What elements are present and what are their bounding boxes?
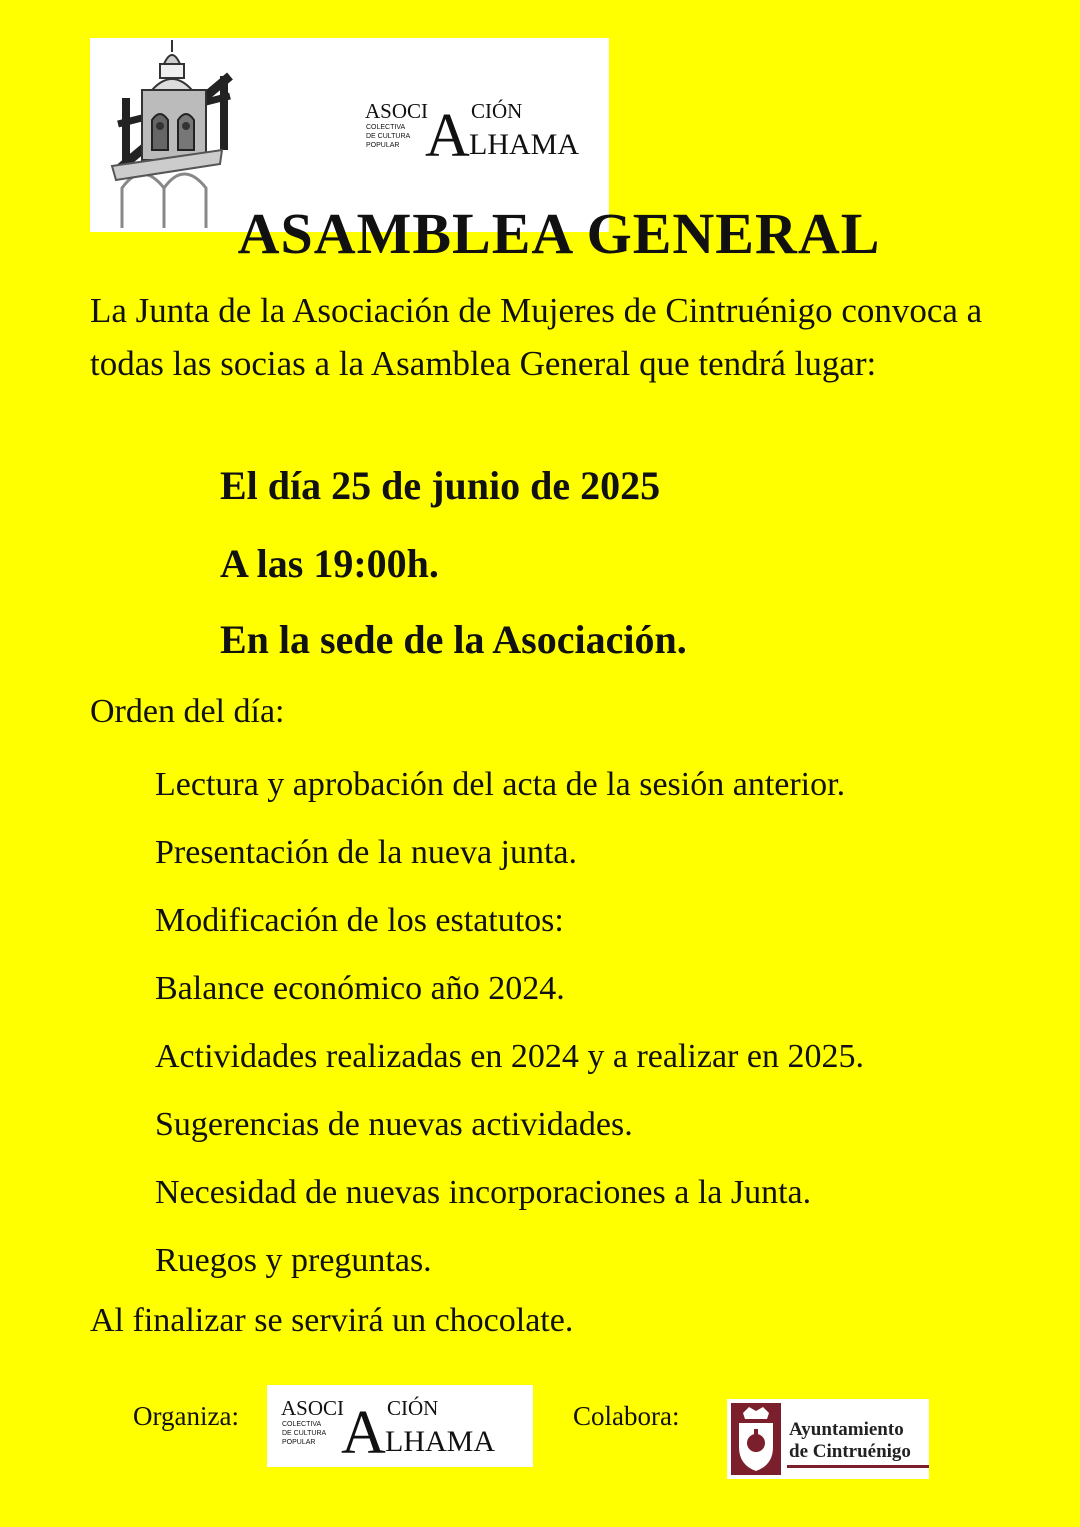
logo-asoci-text: ASOCI — [365, 99, 429, 123]
logo-big-a: A — [425, 102, 470, 162]
agenda-item: Sugerencias de nuevas actividades. — [155, 1106, 633, 1143]
logo-sub-3: POPULAR — [282, 1439, 316, 1446]
logo-cion-text: CIÓN — [471, 99, 523, 123]
intro-paragraph: La Junta de la Asociación de Mujeres de Cintruénigo convoca a todas las socias a la Asamblea General que tendrá lugar: — [90, 291, 983, 383]
logo-sub-3: POPULAR — [366, 142, 400, 149]
logo-sub-2: DE CULTURA — [366, 133, 411, 140]
coat-of-arms-icon — [731, 1403, 781, 1475]
agenda-item: Necesidad de nuevas incorporaciones a la Junta. — [155, 1174, 812, 1211]
agenda-heading: Orden del día: — [90, 693, 285, 730]
agenda-item: Modificación de los estatutos: — [155, 902, 564, 939]
agenda-item: Presentación de la nueva junta. — [155, 834, 578, 871]
meeting-time: A las 19:00h. — [220, 541, 439, 586]
agenda-list — [155, 760, 864, 1304]
logo-asoci-text: ASOCI — [281, 1396, 345, 1420]
meeting-date: El día 25 de junio de 2025 — [220, 463, 661, 508]
ayuntamiento-line-2: de Cintruénigo — [789, 1441, 911, 1462]
ayuntamiento-underline — [787, 1465, 929, 1468]
logo-sub-1: COLECTIVA — [366, 124, 406, 131]
agenda-item: Actividades realizadas en 2024 y a realizar en 2025. — [155, 1038, 864, 1075]
organizer-alhama-logo — [279, 1393, 523, 1459]
ayuntamiento-logo-box — [727, 1399, 929, 1479]
meeting-place: En la sede de la Asociación. — [220, 617, 687, 662]
agenda-item: Ruegos y preguntas. — [155, 1242, 432, 1279]
logo-cion-text: CIÓN — [387, 1396, 439, 1420]
logo-big-a: A — [341, 1399, 386, 1459]
page-title: ASAMBLEA GENERAL — [237, 201, 881, 266]
logo-sub-2: DE CULTURA — [282, 1430, 327, 1437]
asociacion-alhama-logo — [365, 96, 605, 162]
agenda-item: Balance económico año 2024. — [155, 970, 565, 1007]
logo-sub-1: COLECTIVA — [282, 1421, 322, 1428]
logo-lhama-text: LHAMA — [385, 1425, 495, 1458]
colabora-label: Colabora: — [573, 1401, 680, 1431]
closing-note: Al finalizar se servirá un chocolate. — [90, 1302, 574, 1339]
organiza-label: Organiza: — [133, 1401, 239, 1431]
ayuntamiento-name — [789, 1419, 911, 1463]
organizer-logo-box — [267, 1385, 533, 1467]
ayuntamiento-line-1: Ayuntamiento — [789, 1419, 904, 1440]
agenda-item: Lectura y aprobación del acta de la sesión anterior. — [155, 766, 846, 803]
logo-lhama-text: LHAMA — [469, 128, 579, 161]
